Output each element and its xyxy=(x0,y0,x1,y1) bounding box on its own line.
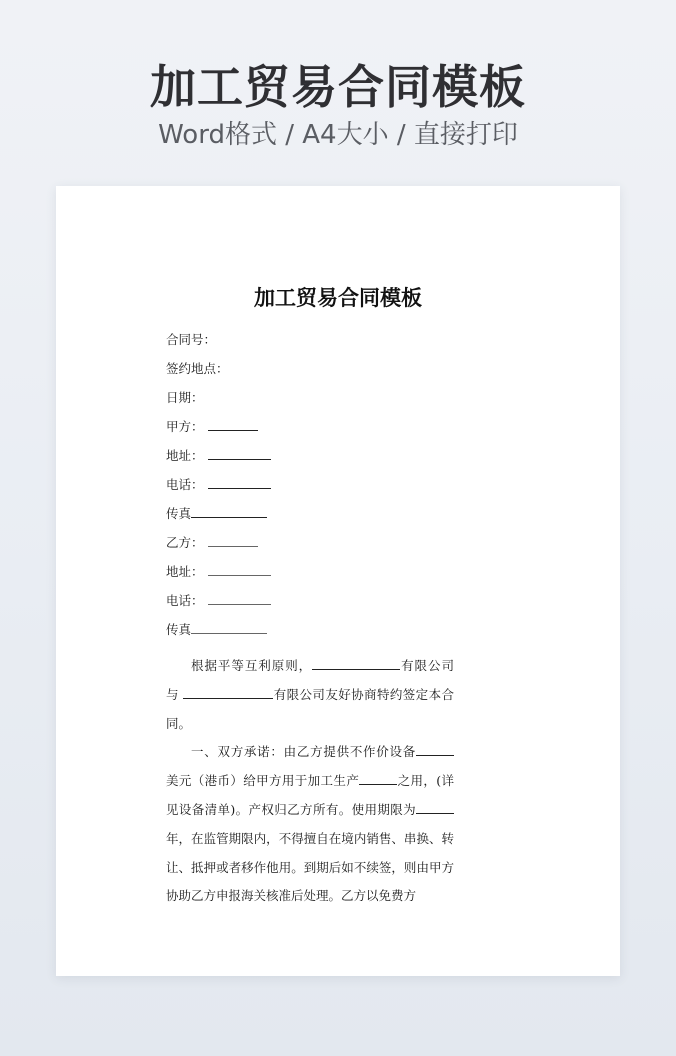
party-a-blank xyxy=(208,416,258,431)
clause-1-product-blank xyxy=(359,771,397,785)
party-b-fax-field xyxy=(166,619,454,648)
document-body xyxy=(166,329,454,911)
party-a-phone-label: 电话： xyxy=(166,477,204,492)
party-b-phone-field xyxy=(166,590,454,619)
intro-text-3: 有限公司友好协商特约签定本合同。 xyxy=(166,686,454,731)
clause-1-amount-blank xyxy=(416,742,454,756)
intro-text-2: 有限公司与 xyxy=(166,658,454,702)
party-b-phone-blank xyxy=(208,590,271,605)
clause-1-paragraph xyxy=(166,738,454,911)
party-a-label: 甲方： xyxy=(166,419,204,434)
contract-number-field xyxy=(166,329,454,358)
contract-number-label: 合同号： xyxy=(166,332,217,347)
party-a-address-blank xyxy=(208,445,271,460)
party-b-phone-label: 电话： xyxy=(166,593,204,608)
sign-place-field xyxy=(166,358,454,387)
party-b-blank xyxy=(208,532,258,547)
page-subtitle: Word格式 / A4大小 / 直接打印 xyxy=(158,120,518,150)
intro-company-blank-1 xyxy=(312,656,400,670)
party-a-fax-blank xyxy=(191,503,267,518)
party-a-phone-field xyxy=(166,474,454,503)
date-field xyxy=(166,387,454,416)
document-title: 加工贸易合同模板 xyxy=(254,285,422,310)
party-a-fax-label: 传真 xyxy=(166,506,192,521)
clause-1-text-3: 之用，(详见设备清单)。产权归乙方所有。使用期限为 xyxy=(166,773,454,817)
party-a-fax-field xyxy=(166,503,454,532)
party-a-address-label: 地址： xyxy=(166,448,204,463)
page-title: 加工贸易合同模板 xyxy=(150,60,526,114)
party-b-fax-blank xyxy=(191,619,267,634)
party-b-address-field xyxy=(166,561,454,590)
date-label: 日期： xyxy=(166,390,204,405)
intro-company-blank-2 xyxy=(183,685,273,699)
party-b-fax-label: 传真 xyxy=(166,622,192,637)
party-b-label: 乙方： xyxy=(166,535,204,550)
clause-1-text-4: 年，在监管期限内，不得擅自在境内销售、串换、转让、抵押或者移作他用。到期后如不续签，则由甲方协助乙方申报海关核准后处理。乙方以免费方 xyxy=(166,830,454,904)
party-a-address-field xyxy=(166,445,454,474)
clause-1-text-2: 美元（港币）给甲方用于加工生产 xyxy=(166,773,360,789)
sign-place-label: 签约地点： xyxy=(166,361,229,376)
party-b-field xyxy=(166,532,454,561)
party-a-field xyxy=(166,416,454,445)
party-b-address-label: 地址： xyxy=(166,564,204,579)
party-b-address-blank xyxy=(208,561,271,576)
party-a-phone-blank xyxy=(208,474,271,489)
clause-1-period-blank xyxy=(416,800,454,814)
document-page xyxy=(56,186,620,976)
intro-text-1: 根据平等互利原则， xyxy=(191,658,313,673)
intro-paragraph xyxy=(166,652,454,738)
clause-1-text-1: 一、双方承诺：由乙方提供不作价设备 xyxy=(191,744,416,760)
